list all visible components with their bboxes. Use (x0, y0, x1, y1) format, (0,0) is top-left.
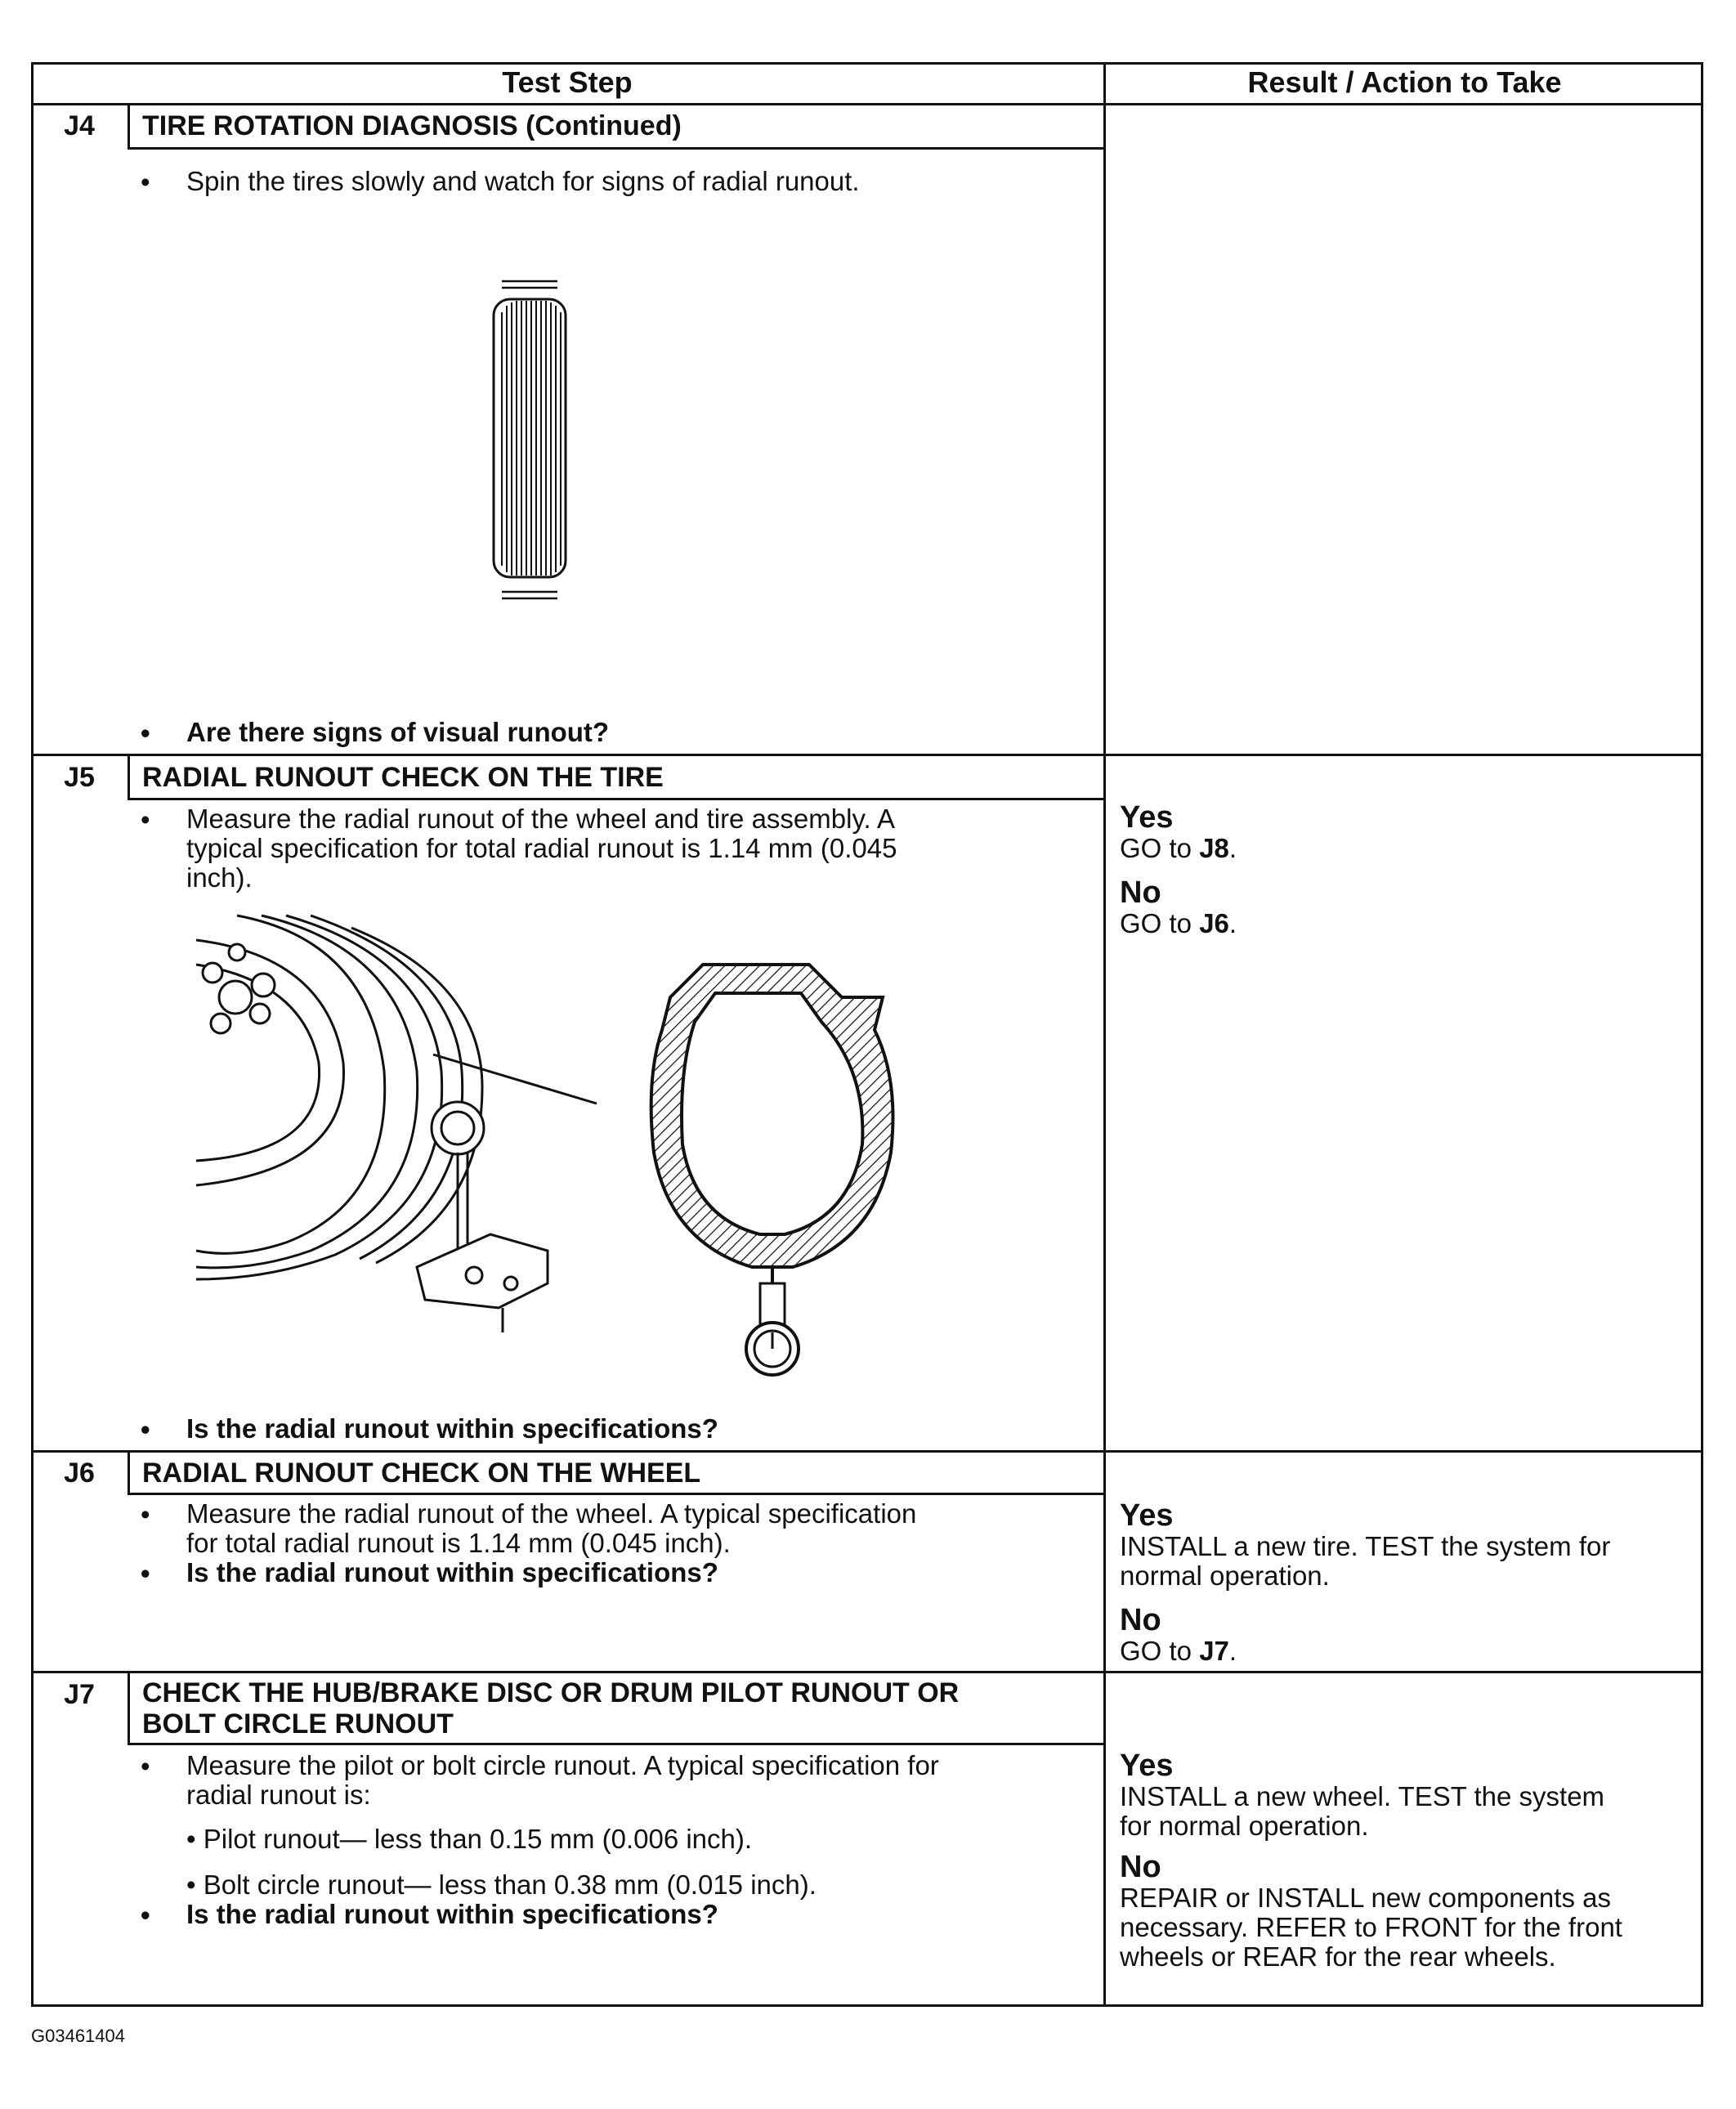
result-line: GO to J7. (1120, 1636, 1237, 1666)
result-line: GO to J8. (1120, 833, 1237, 863)
j4-question: Are there signs of visual runout? (186, 717, 610, 747)
j7-step-text (186, 1751, 939, 1810)
yes-label: Yes (1120, 1749, 1174, 1783)
j5-question: Is the radial runout within specifications? (186, 1413, 718, 1444)
j5-title-rule (128, 798, 1105, 800)
column-divider (1103, 62, 1106, 2007)
j7-sub-item: • Pilot runout— less than 0.15 mm (0.006 inch). (186, 1824, 753, 1854)
j5-j6-rule (31, 1450, 1703, 1453)
step-reference: J7 (1199, 1636, 1229, 1666)
step-id-j6: J6 (64, 1457, 95, 1489)
j7-question: Is the radial runout within specifications? (186, 1899, 718, 1929)
text-line: Measure the radial runout of the wheel and tire assembly. A (186, 804, 896, 834)
no-label: No (1120, 1850, 1161, 1884)
j4-j5-rule (31, 754, 1703, 756)
j5-result (1120, 801, 1237, 938)
header-result: Result / Action to Take (1247, 65, 1562, 99)
j7-title-rule (128, 1743, 1105, 1745)
result-line: necessary. REFER to FRONT for the front (1120, 1912, 1622, 1942)
j5-step-text (186, 804, 897, 893)
wheel-dial-indicator-illustration (188, 907, 629, 1349)
header-test-step: Test Step (502, 65, 633, 99)
text-line: Measure the radial runout of the wheel. A typical specification (186, 1498, 917, 1529)
step-title-j4: TIRE ROTATION DIAGNOSIS (Continued) (142, 110, 682, 141)
step-id-j4: J4 (64, 110, 95, 141)
no-label: No (1120, 1603, 1161, 1637)
j6-question: Is the radial runout within specifications? (186, 1557, 718, 1587)
result-line: GO to J6. (1120, 908, 1237, 938)
result-text: GO to (1120, 1636, 1200, 1666)
tire-cross-section-illustration (638, 948, 907, 1390)
text-line: inch). (186, 862, 253, 893)
step-reference: J6 (1199, 908, 1229, 938)
tire-tread-illustration (487, 276, 577, 603)
j6-title-rule (128, 1493, 1105, 1495)
result-text: GO to (1120, 833, 1200, 863)
bullet: • (141, 1558, 150, 1588)
id-divider-j6 (128, 1452, 130, 1494)
id-divider-j5 (128, 755, 130, 799)
step-title-j5: RADIAL RUNOUT CHECK ON THE TIRE (142, 762, 664, 793)
step-id-j5: J5 (64, 762, 95, 793)
bullet: • (141, 718, 150, 748)
bullet: • (141, 804, 150, 835)
bullet: • (141, 1900, 150, 1930)
text-line: Measure the pilot or bolt circle runout. A typical specification for (186, 1750, 939, 1780)
figure-code: G03461404 (31, 2026, 125, 2046)
text-line: typical specification for total radial runout is 1.14 mm (0.045 (186, 833, 897, 863)
j4-step-text: Spin the tires slowly and watch for signs of radial runout. (186, 166, 860, 196)
title-line: CHECK THE HUB/BRAKE DISC OR DRUM PILOT RUNOUT OR (142, 1677, 960, 1708)
j6-step-text (186, 1499, 916, 1558)
result-line: INSTALL a new wheel. TEST the system (1120, 1781, 1605, 1811)
j6-j7-rule (31, 1671, 1703, 1673)
result-line: REPAIR or INSTALL new components as (1120, 1883, 1611, 1913)
j4-title-rule (128, 147, 1105, 150)
id-divider-j4 (128, 105, 130, 148)
result-line: INSTALL a new tire. TEST the system for (1120, 1531, 1611, 1561)
text-line: for total radial runout is 1.14 mm (0.045 inch). (186, 1528, 731, 1558)
step-id-j7: J7 (64, 1679, 95, 1710)
bullet: • (141, 1499, 150, 1529)
bullet: • (141, 167, 150, 197)
yes-label: Yes (1120, 1498, 1174, 1533)
header-rule (31, 103, 1703, 105)
no-label: No (1120, 875, 1161, 910)
step-title-j7 (142, 1677, 959, 1740)
result-line: normal operation. (1120, 1560, 1330, 1591)
bullet: • (141, 1414, 150, 1444)
text-line: radial runout is: (186, 1780, 371, 1810)
result-text: GO to (1120, 908, 1200, 938)
id-divider-j7 (128, 1672, 130, 1744)
result-line: wheels or REAR for the rear wheels. (1120, 1941, 1556, 1972)
step-reference: J8 (1199, 833, 1229, 863)
j6-result (1120, 1499, 1610, 1666)
step-title-j6: RADIAL RUNOUT CHECK ON THE WHEEL (142, 1457, 701, 1489)
title-line: BOLT CIRCLE RUNOUT (142, 1708, 454, 1740)
bullet: • (141, 1751, 150, 1781)
j7-sub-item: • Bolt circle runout— less than 0.38 mm (0.015 inch). (186, 1869, 817, 1900)
result-line: for normal operation. (1120, 1811, 1369, 1841)
yes-label: Yes (1120, 800, 1174, 835)
j7-result (1120, 1749, 1622, 1972)
